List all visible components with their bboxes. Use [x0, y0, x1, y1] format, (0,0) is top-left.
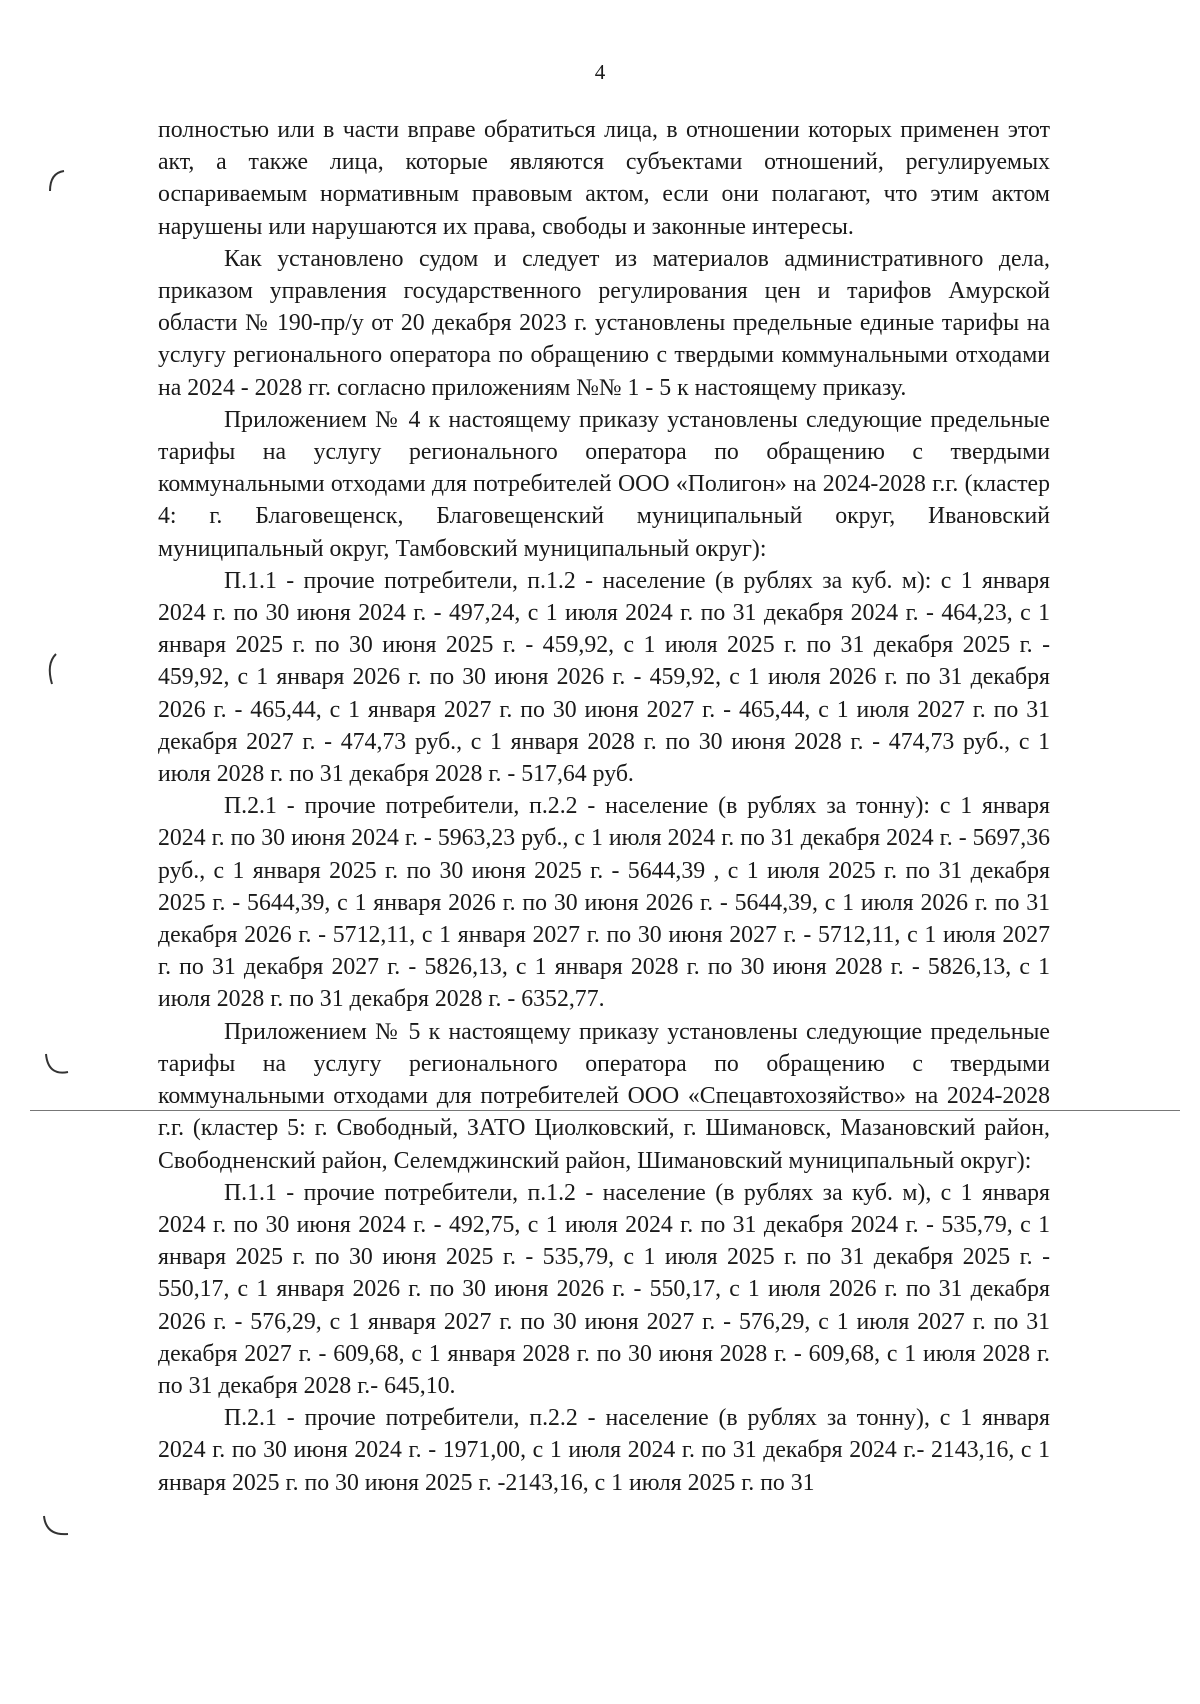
paragraph-appendix-4-per-ton: П.2.1 - прочие потребители, п.2.2 - население (в рублях за тонну): с 1 января 2024 г. по 30 июня 2024 г. - 5963,23 руб., с 1 июля 2024 г. по 31 декабря 2024 г. - 5697,36 руб., с 1 января 2025 г. по 30 июня 2025 г. - 5644,39 , с 1 июля 2025 г. по 31 декабря 2025 г. - 5644,39, с 1 января 2026 г. по 30 июня 2026 г. - 5644,39, с 1 июля 2026 г. по 31 декабря 2026 г. - 5712,11, с 1 января 2027 г. по 30 июня 2027 г. - 5712,11, с 1 июля 2027 г. по 31 декабря 2027 г. - 5826,13, с 1 января 2028 г. по 30 июня 2028 г. - 5826,13, с 1 июля 2028 г. по 31 декабря 2028 г. - 6352,77.	[158, 793, 1050, 1013]
paragraph-appendix-5-per-ton: П.2.1 - прочие потребители, п.2.2 - население (в рублях за тонну), с 1 января 2024 г. по 30 июня 2024 г. - 1971,00, с 1 июля 2024 г. по 31 декабря 2024 г.- 2143,16, с 1 января 2025 г. по 30 июня 2025 г. -2143,16, с 1 июля 2025 г. по 31	[158, 1405, 1050, 1496]
paragraph-appendix-5: Приложением № 5 к настоящему приказу установлены следующие предельные тарифы на услугу регионального оператора по обращению с твердыми коммунальными отходами для потребителей ООО «Спецавтохозяйство» на 2024-2028 г.г. (кластер 5: г. Свободный, ЗАТО Циолковский, г. Шимановск, Мазановский район, Свободненский район, Селемджинский район, Шимановский муниципальный округ):	[158, 1018, 1050, 1174]
scan-hole-mark-1	[38, 165, 78, 205]
scan-hole-mark-2	[38, 650, 68, 690]
paragraph-appendix-4-per-cubic-meter: П.1.1 - прочие потребители, п.1.2 - население (в рублях за куб. м): с 1 января 2024 г. по 30 июня 2024 г. - 497,24, с 1 июля 2024 г. по 31 декабря 2024 г. - 464,23, с 1 января 2025 г. по 30 июня 2025 г. - 459,92, с 1 июля 2025 г. по 31 декабря 2025 г. - 459,92, с 1 января 2026 г. по 30 июня 2026 г. - 459,92, с 1 июля 2026 г. по 31 декабря 2026 г. - 465,44, с 1 января 2027 г. по 30 июня 2027 г. - 465,44, с 1 июля 2027 г. по 31 декабря 2027 г. - 474,73 руб., с 1 января 2028 г. по 30 июня 2028 г. - 474,73 руб., с 1 июля 2028 г. по 31 декабря 2028 г. - 517,64 руб.	[158, 567, 1050, 788]
scan-hole-mark-3	[38, 1048, 78, 1088]
paragraph-order-190: Как установлено судом и следует из материалов административного дела, приказом управления государственного регулирования цен и тарифов Амурской области № 190-пр/у от 20 декабря 2023 г. установлены предельные единые тарифы на услугу регионального оператора по обращению с твердыми коммунальными отходами на 2024 - 2028 гг. согласно приложениям №№ 1 - 5 к настоящему приказу.	[158, 245, 1050, 401]
page-number: 4	[594, 60, 606, 84]
document-body	[158, 114, 1050, 1499]
paragraph-appendix-4: Приложением № 4 к настоящему приказу установлены следующие предельные тарифы на услугу регионального оператора по обращению с твердыми коммунальными отходами для потребителей ООО «Полигон» на 2024-2028 г.г. (кластер 4: г. Благовещенск, Благовещенский муниципальный округ, Ивановский муниципальный округ, Тамбовский муниципальный округ):	[158, 406, 1050, 562]
paragraph-appendix-5-per-cubic-meter: П.1.1 - прочие потребители, п.1.2 - население (в рублях за куб. м), с 1 января 2024 г. по 30 июня 2024 г. - 492,75, с 1 июля 2024 г. по 31 декабря 2024 г. - 535,79, с 1 января 2025 г. по 30 июня 2025 г. - 535,79, с 1 июля 2025 г. по 31 декабря 2025 г. - 550,17, с 1 января 2026 г. по 30 июня 2026 г. - 550,17, с 1 июля 2026 г. по 31 декабря 2026 г. - 576,29, с 1 января 2027 г. по 30 июня 2027 г. - 576,29, с 1 июля 2027 г. по 31 декабря 2027 г. - 609,68, с 1 января 2028 г. по 30 июня 2028 г. - 609,68, с 1 июля 2028 г. по 31 декабря 2028 г.- 645,10.	[158, 1179, 1050, 1399]
paragraph-continuation: полностью или в части вправе обратиться лица, в отношении которых применен этот акт, а также лица, которые являются субъектами отношений, регулируемых оспариваемым нормативным правовым актом, если они полагают, что этим актом нарушены или нарушаются их права, свободы и законные интересы.	[158, 117, 1050, 240]
scan-hole-mark-4	[38, 1512, 78, 1552]
